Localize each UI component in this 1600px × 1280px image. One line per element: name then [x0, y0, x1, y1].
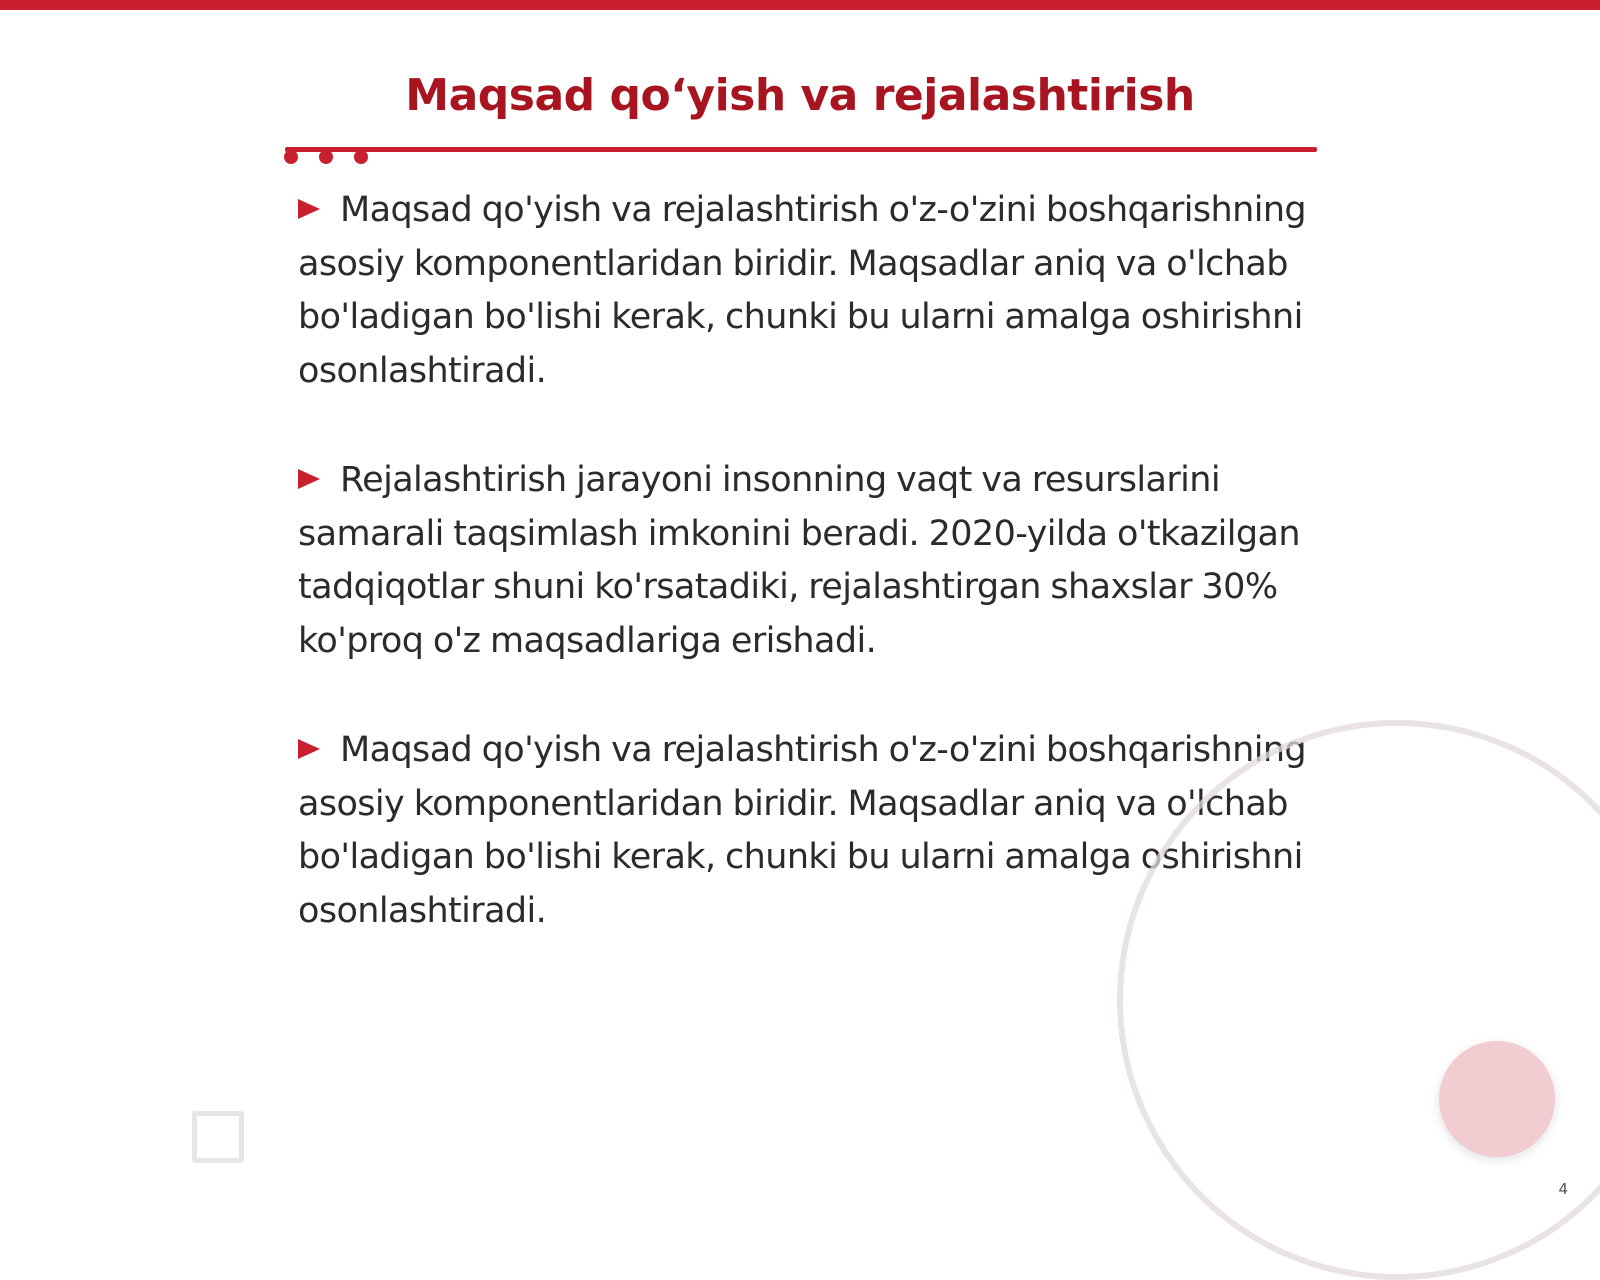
paragraph-text: Rejalashtirish jarayoni insonning vaqt va resurslarini samarali taqsimlash imkonini beradi. 2020-yilda o'tkazilgan tadqiqotlar shuni ko'rsatadiki, rejalashtirgan shaxslar 30% ko'proq o'z maqsadlariga erishadi. — [298, 460, 1300, 661]
top-accent-bar — [0, 0, 1600, 10]
bullet-paragraph — [298, 454, 1308, 668]
slide-title: Maqsad qo‘yish va rejalashtirish — [405, 70, 1195, 121]
title-underline — [285, 147, 1317, 152]
triangle-bullet-icon — [298, 739, 320, 759]
title-dot-icon — [319, 150, 333, 164]
decorative-square — [192, 1111, 244, 1163]
title-dot-icon — [354, 150, 368, 164]
title-dot-icon — [284, 150, 298, 164]
bullet-paragraph — [298, 184, 1308, 398]
decorative-pink-circle — [1439, 1041, 1555, 1157]
page-number: 4 — [1558, 1180, 1568, 1198]
paragraph-text: Maqsad qo'yish va rejalashtirish o'z-o'zini boshqarishning asosiy komponentlaridan biridir. Maqsadlar aniq va o'lchab bo'ladigan bo'lishi kerak, chunki bu ularni amalga oshirishni osonlashtiradi. — [298, 730, 1307, 931]
paragraph-text: Maqsad qo'yish va rejalashtirish o'z-o'zini boshqarishning asosiy komponentlaridan biridir. Maqsadlar aniq va o'lchab bo'ladigan bo'lishi kerak, chunki bu ularni amalga oshirishni osonlashtiradi. — [298, 190, 1307, 391]
triangle-bullet-icon — [298, 469, 320, 489]
triangle-bullet-icon — [298, 199, 320, 219]
